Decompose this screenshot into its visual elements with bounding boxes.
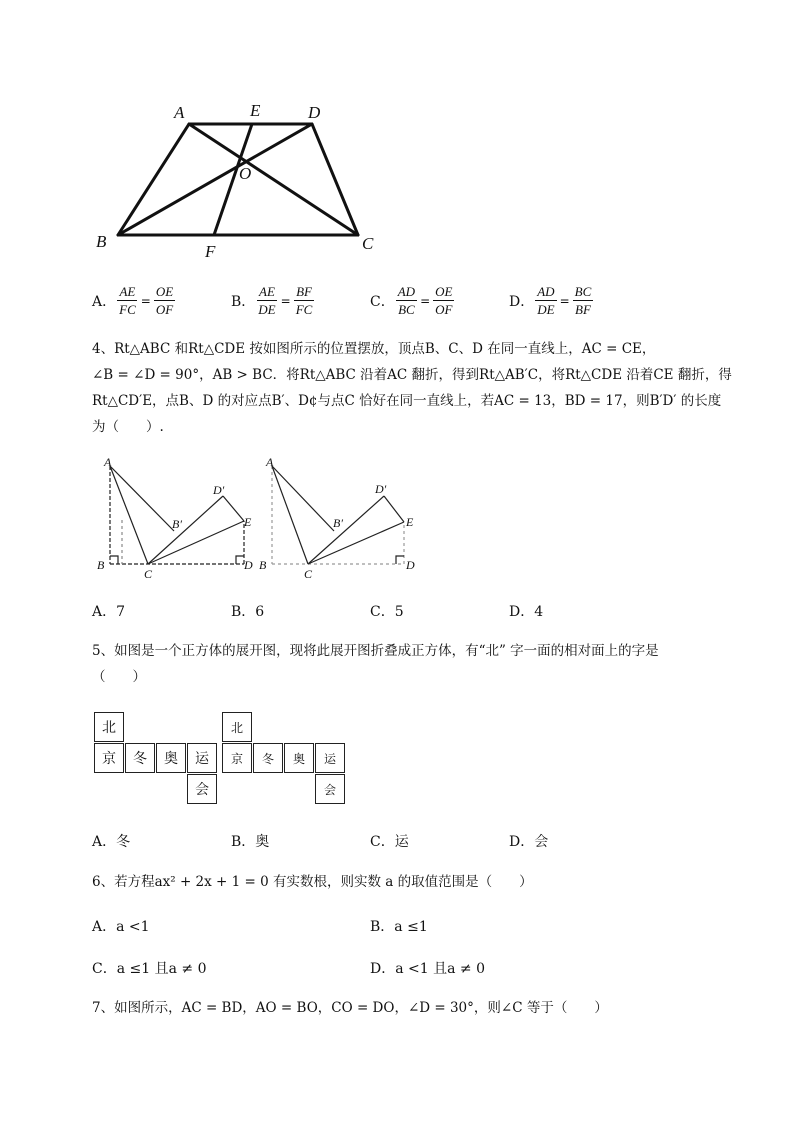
q4-option-b: B．6 xyxy=(231,604,265,620)
net-cell-jing: 京 xyxy=(94,743,124,773)
label-d: D xyxy=(308,103,321,122)
q4-left-label-e: E xyxy=(244,515,252,529)
net-cell-dong: 冬 xyxy=(253,743,283,773)
q4-left-label-a: A xyxy=(104,455,112,469)
q4-option-a: A．7 xyxy=(92,604,126,620)
q4-figure-right xyxy=(272,466,404,564)
q4-left-label-d: D xyxy=(244,558,253,572)
q4-right-label-b: B xyxy=(259,558,267,572)
label-b: B xyxy=(96,232,107,251)
q6-option-a: A．a <1 xyxy=(92,919,150,935)
q4-right-label-a: A xyxy=(266,455,274,469)
q4-left-label-bp: B′ xyxy=(172,517,182,531)
q4-right-label-d: D xyxy=(406,558,415,572)
q5-stem xyxy=(92,638,732,690)
net-cell-yun: 运 xyxy=(315,743,345,773)
net-cell-hui: 会 xyxy=(315,774,345,804)
net-cell-jing: 京 xyxy=(222,743,252,773)
q6-stem: 6、若方程ax² + 2x + 1 = 0 有实数根，则实数 a 的取值范围是（ ） xyxy=(92,874,533,890)
q4-figures xyxy=(0,452,794,582)
q5-option-a: A．冬 xyxy=(92,834,131,850)
net-cell-ao: 奥 xyxy=(156,743,186,773)
q5-option-d: D．会 xyxy=(509,834,549,850)
label-c: C xyxy=(362,234,374,253)
net-cell-dong: 冬 xyxy=(125,743,155,773)
q4-right-label-bp: B′ xyxy=(333,516,343,530)
net-cell-bei: 北 xyxy=(222,712,252,742)
q3-option-d: D． $\frac{AD}{DE}$ = $\frac{BC}{BF}$ xyxy=(509,284,592,317)
net-cell-yun: 运 xyxy=(187,743,217,773)
q4-left-label-b: B xyxy=(97,558,105,572)
q4-left-label-c: C xyxy=(144,567,153,581)
q6-option-b: B．a ≤1 xyxy=(370,919,428,935)
trapezoid-figure xyxy=(0,0,794,270)
q4-left-label-dp: D′ xyxy=(213,483,225,497)
net-cell-bei: 北 xyxy=(94,712,124,742)
q4-right-label-e: E xyxy=(406,515,414,529)
q4-line-3: Rt△CD′E，点B、D 的对应点B′、D¢与点C 恰好在同一直线上，若AC = 13，BD = 17，则B′D′ 的长度 xyxy=(92,393,722,409)
label-o: O xyxy=(239,164,252,183)
label-a: A xyxy=(174,103,185,122)
q4-option-d: D．4 xyxy=(509,604,544,620)
trapezoid-outline xyxy=(118,124,358,235)
q5-line-2: （ ） xyxy=(92,669,146,685)
q6-option-d: D．a <1 且a ≠ 0 xyxy=(370,961,485,977)
q4-stem xyxy=(92,336,732,440)
q4-right-label-c: C xyxy=(304,567,313,581)
q4-line-4: 为（ ）. xyxy=(92,419,164,435)
net-cell-ao: 奥 xyxy=(284,743,314,773)
q7-stem: 7、如图所示，AC = BD，AO = BO，CO = DO，∠D = 30°，则∠C 等于（ ） xyxy=(92,1000,608,1016)
q4-figure-left xyxy=(110,466,244,564)
q4-option-c: C．5 xyxy=(370,604,404,620)
q6-option-c: C．a ≤1 且a ≠ 0 xyxy=(92,961,207,977)
q5-line-1: 5、如图是一个正方体的展开图，现将此展开图折叠成正方体，有“北” 字一面的相对面上的字是 xyxy=(92,643,659,659)
q5-option-b: B．奥 xyxy=(231,834,270,850)
label-f: F xyxy=(205,242,216,261)
net-cell-hui: 会 xyxy=(187,774,217,804)
q3-option-b: B． $\frac{AE}{DE}$ = $\frac{BF}{FC}$ xyxy=(231,284,313,317)
q4-right-label-dp: D′ xyxy=(375,482,387,496)
q3-option-c: C． $\frac{AD}{BC}$ = $\frac{OE}{OF}$ xyxy=(370,284,453,317)
q4-line-1: 4、Rt△ABC 和Rt△CDE 按如图所示的位置摆放，顶点B、C、D 在同一直线上，AC = CE， xyxy=(92,341,656,357)
label-e: E xyxy=(250,101,261,120)
q4-line-2: ∠B = ∠D = 90°，AB > BC．将Rt△ABC 沿着AC 翻折，得到Rt△AB′C，将Rt△CDE 沿着CE 翻折，得 xyxy=(92,367,732,383)
q5-option-c: C．运 xyxy=(370,834,409,850)
q3-option-a: A． $\frac{AE}{FC}$ = $\frac{OE}{OF}$ xyxy=(92,284,174,317)
